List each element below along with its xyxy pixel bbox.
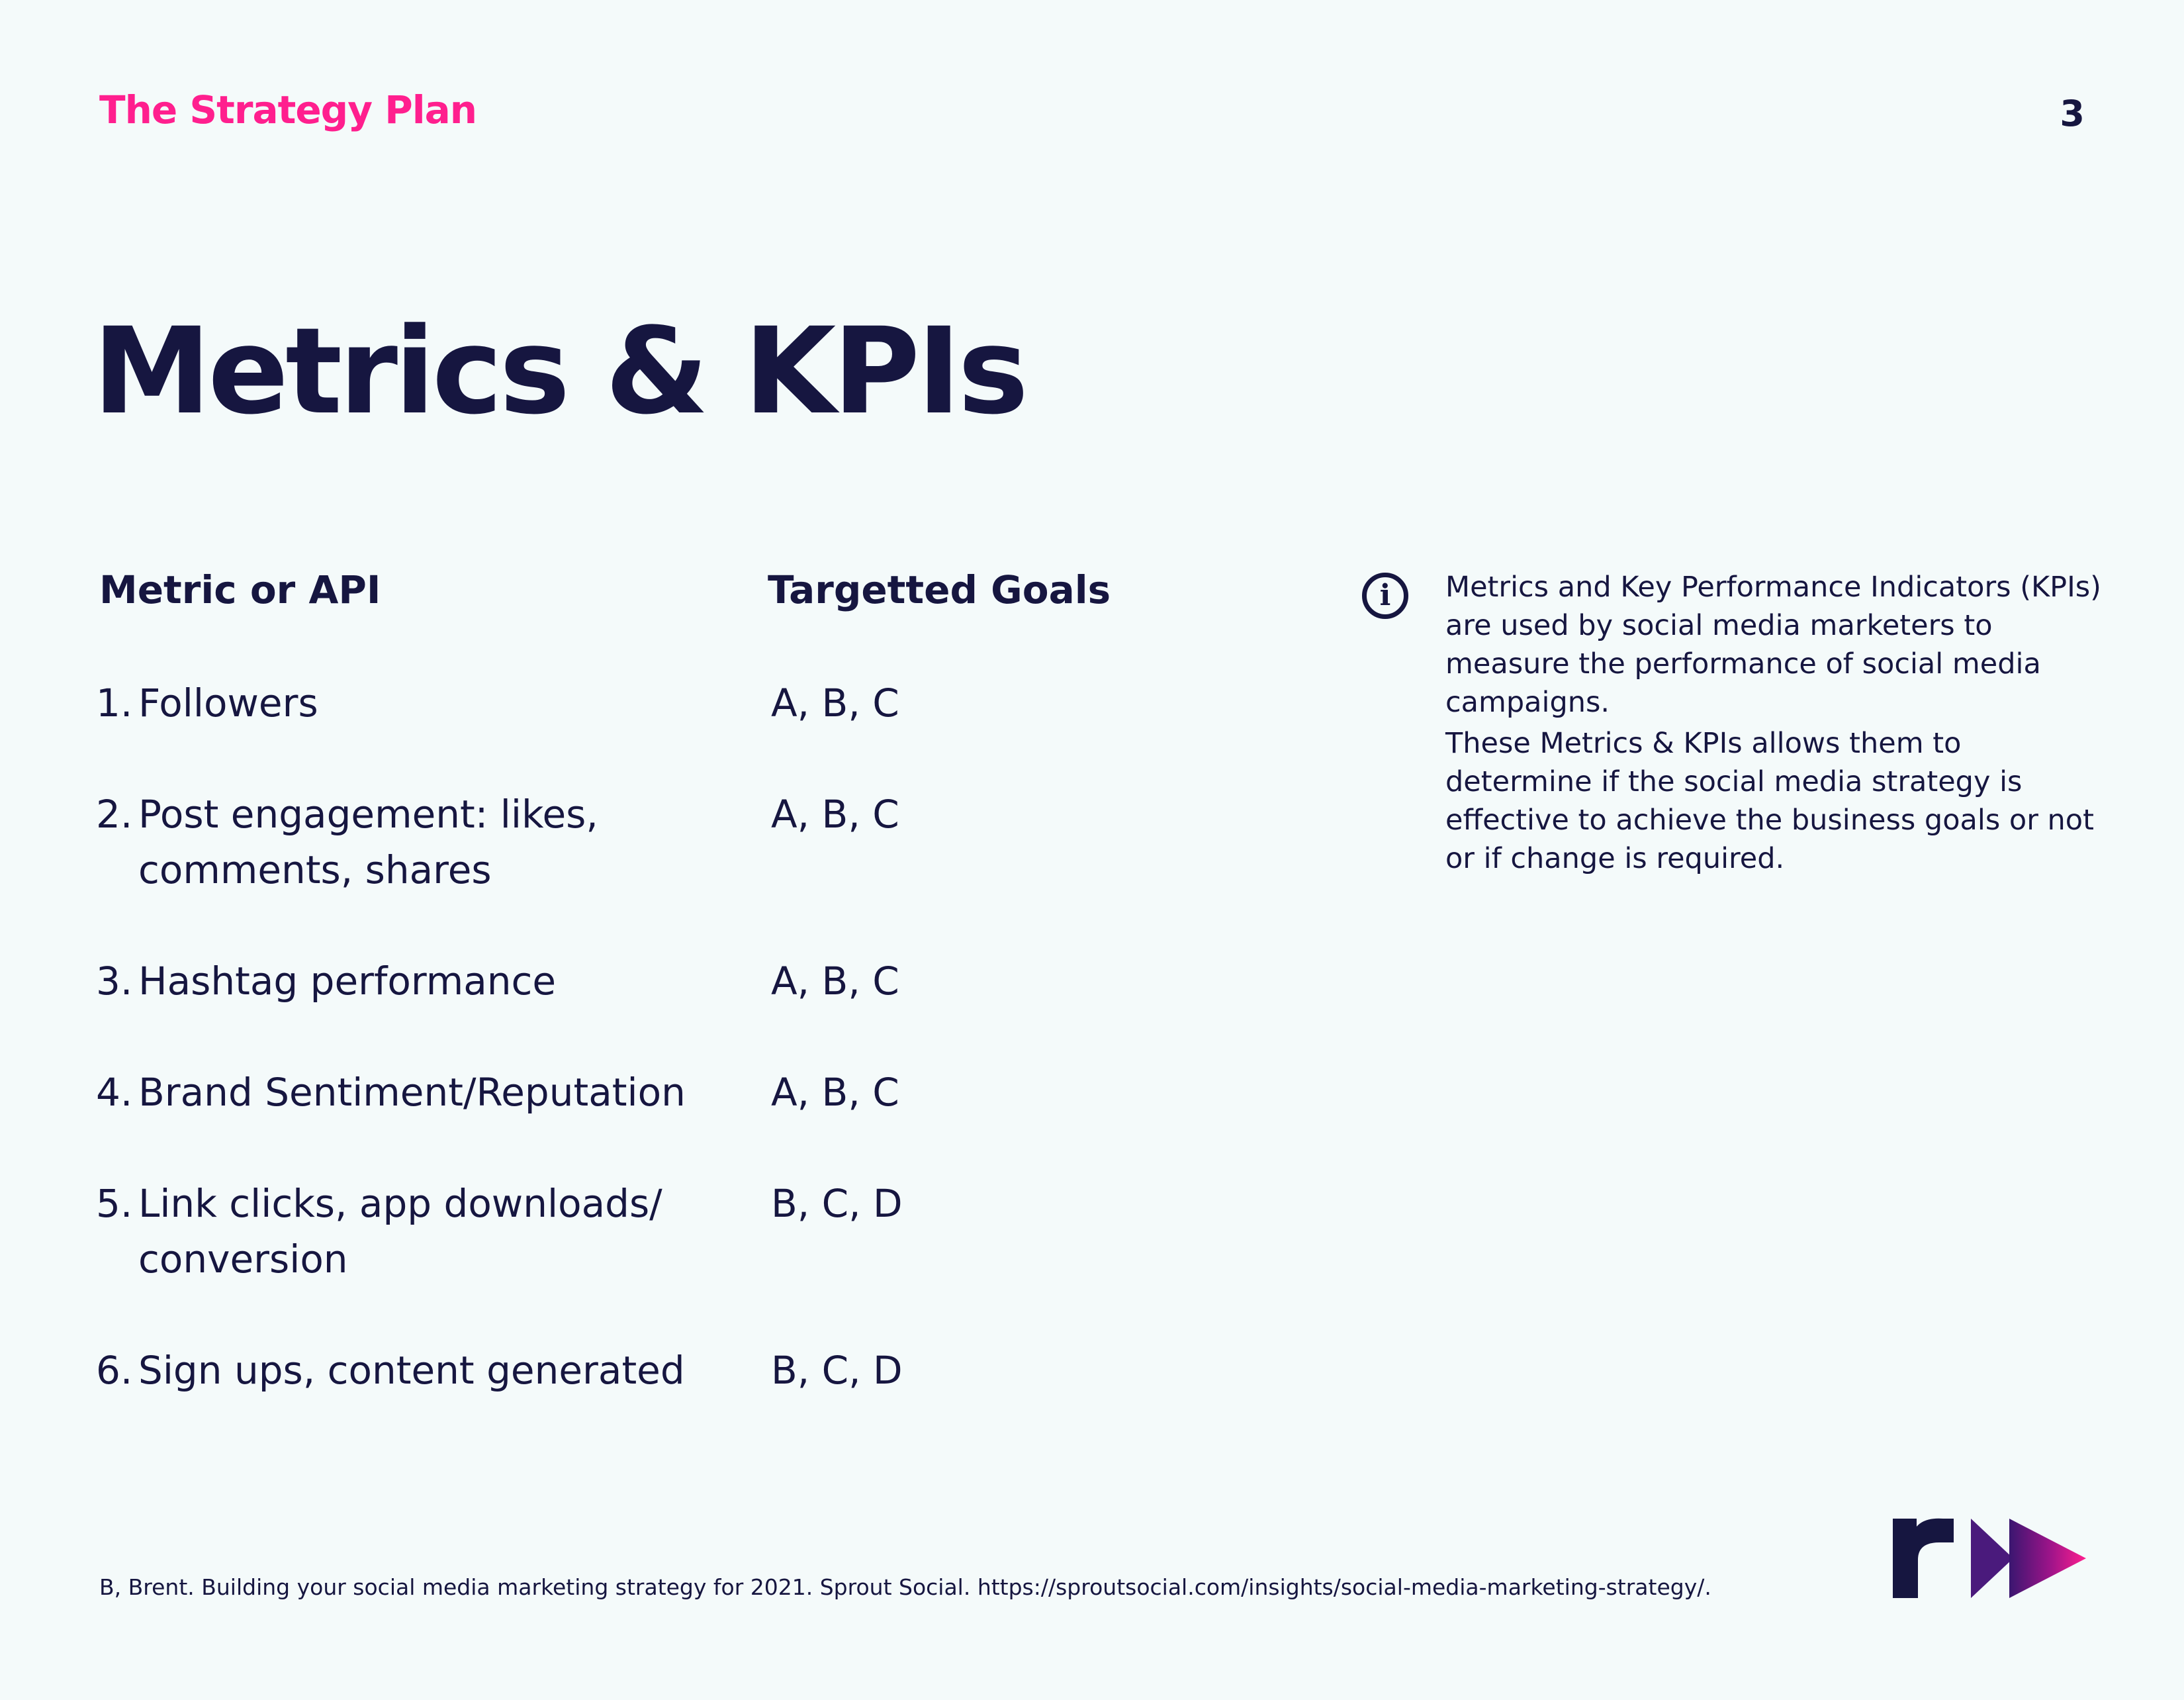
metric-label: Hashtag performance	[138, 959, 557, 1004]
metric-number: 5.	[96, 1181, 133, 1226]
metric-number: 6.	[96, 1348, 133, 1393]
metric-number: 2.	[96, 792, 133, 837]
metric-label: Link clicks, app downloads/	[138, 1181, 662, 1226]
metric-row	[96, 1064, 705, 1120]
metric-label-continued: comments, shares	[138, 847, 492, 892]
goal-value: A, B, C	[771, 681, 899, 726]
info-paragraph-1: Metrics and Key Performance Indicators (KPIs) are used by social media marketers to measure the performance of social media campaigns.	[1445, 571, 2101, 719]
metric-row	[96, 786, 705, 898]
goal-value: B, C, D	[771, 1181, 903, 1226]
info-paragraph-2: These Metrics & KPIs allows them to determine if the social media strategy is effective to achieve the business goals or not or if change is required.	[1445, 727, 2094, 875]
metric-row	[96, 953, 705, 1009]
metric-row	[96, 675, 705, 731]
page-title: Metrics & KPIs	[93, 303, 1026, 441]
metric-label: Followers	[138, 681, 318, 726]
metric-label: Brand Sentiment/Reputation	[138, 1070, 686, 1115]
metric-label: Sign ups, content generated	[138, 1348, 685, 1393]
logo-arrow-left-icon	[1971, 1519, 2013, 1598]
page-number: 3	[2060, 93, 2085, 134]
metric-number: 1.	[96, 681, 133, 726]
metric-number: 4.	[96, 1070, 133, 1115]
goals-column-header: Targetted Goals	[768, 567, 1111, 612]
brand-logo	[1890, 1513, 2089, 1602]
citation: B, Brent. Building your social media marketing strategy for 2021. Sprout Social. https://sproutsocial.com/insights/social-media-marketing-strategy/.	[99, 1574, 1711, 1600]
section-label: The Strategy Plan	[99, 87, 477, 132]
metric-number: 3.	[96, 959, 133, 1004]
goal-value: A, B, C	[771, 959, 899, 1004]
logo-arrow-right-icon	[2009, 1519, 2086, 1598]
goal-value: A, B, C	[771, 792, 899, 837]
info-icon: i	[1362, 573, 1408, 619]
metric-row	[96, 1343, 705, 1398]
metric-label-continued: conversion	[138, 1237, 348, 1282]
metric-label: Post engagement: likes,	[138, 792, 598, 837]
goal-value: A, B, C	[771, 1070, 899, 1115]
logo-letter-r-icon	[1893, 1519, 1954, 1598]
metric-row	[96, 1176, 705, 1287]
goal-value: B, C, D	[771, 1348, 903, 1393]
metric-column-header: Metric or API	[99, 567, 381, 612]
